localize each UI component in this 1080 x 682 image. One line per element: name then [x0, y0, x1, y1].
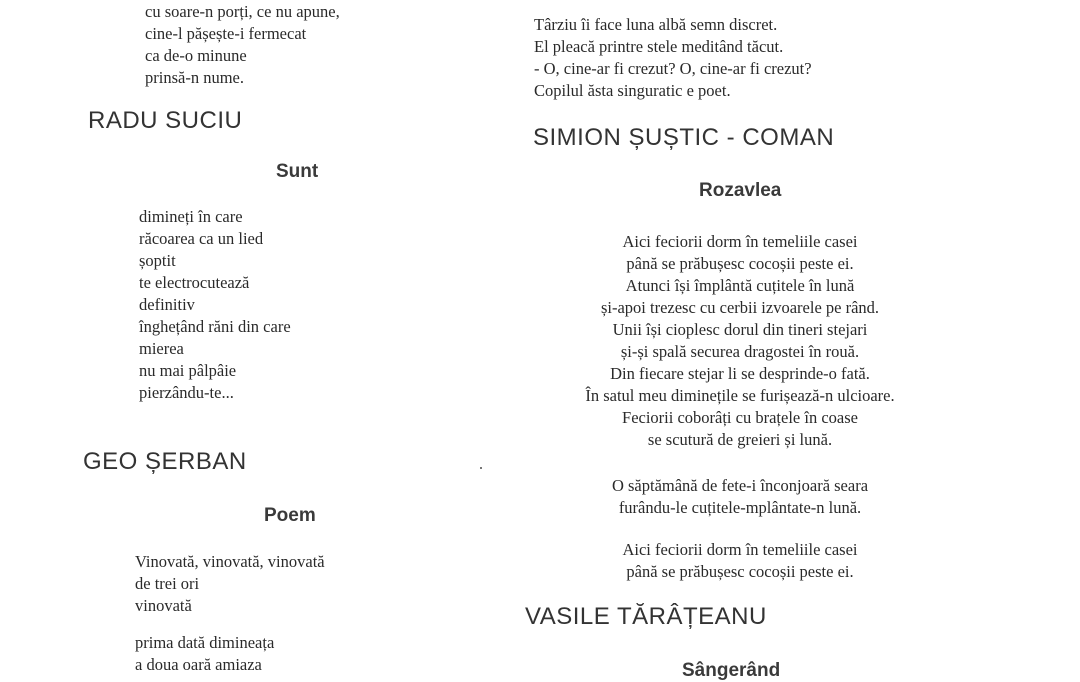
poem-line: până se prăbușesc cocoșii peste ei. [626, 562, 854, 581]
poem-line: prinsă-n nume. [145, 68, 244, 87]
poem-line: dimineți în care [139, 207, 243, 226]
poem-line: nu mai pâlpâie [139, 361, 237, 380]
poem-line: mierea [139, 339, 184, 358]
poem-line: O săptămână de fete-i înconjoară seara [611, 476, 869, 495]
poem-rozavlea-stanza-3 [540, 539, 940, 583]
poem-line: Vinovată, vinovată, vinovată [135, 552, 325, 571]
poem-line: răcoarea ca un lied [139, 229, 264, 248]
poem-line: cine-l pășește-i fermecat [145, 24, 307, 43]
poem-line: Târziu îi face luna albă semn discret. [534, 15, 778, 34]
left-top-poem-fragment [145, 1, 340, 89]
poem-title-sunt: Sunt [276, 161, 319, 182]
poem-line: Unii își cioplesc dorul din tineri stejari [612, 320, 868, 339]
poem-line: În satul meu diminețile se furișează-n ulcioare. [585, 386, 895, 405]
poem-line: prima dată dimineața [135, 633, 275, 652]
poem-line: pierzându-te... [139, 383, 234, 402]
poem-poem-stanza-2 [135, 632, 274, 676]
poem-line: - O, cine-ar fi crezut? O, cine-ar fi crezut? [534, 59, 812, 78]
poem-line: furându-le cuțitele-mplântate-n lună. [618, 498, 862, 517]
poem-poem-stanza-1 [135, 551, 325, 617]
poem-title-sangerand: Sângerând [682, 660, 781, 681]
poem-line: până se prăbușesc cocoșii peste ei. [626, 254, 854, 273]
poem-title-rozavlea: Rozavlea [699, 180, 782, 201]
poem-line: Copilul ăsta singuratic e poet. [534, 81, 731, 100]
poem-title-poem: Poem [264, 505, 316, 526]
poem-line: ca de-o minune [145, 46, 247, 65]
poem-line: înghețând răni din care [139, 317, 291, 336]
poem-line: Atunci își împlântă cuțitele în lună [625, 276, 855, 295]
poem-line: și-și spală securea dragostei în rouă. [620, 342, 860, 361]
poem-sunt-body [139, 206, 291, 404]
author-name-radu-suciu: RADU SUCIU [88, 107, 243, 134]
author-name-simion-sustic-coman: SIMION ȘUȘTIC - COMAN [533, 124, 835, 151]
poem-line: Aici feciorii dorm în temeliile casei [622, 540, 858, 559]
poem-line: Din fiecare stejar li se desprinde-o fată. [610, 364, 870, 383]
poem-rozavlea-stanza-2 [540, 475, 940, 519]
poem-line: cu soare-n porți, ce nu apune, [145, 2, 340, 21]
poem-line: se scutură de greieri și lună. [647, 430, 833, 449]
poem-line: șoptit [139, 251, 176, 270]
poem-line: a doua oară amiaza [135, 655, 262, 674]
poem-line: Feciorii coborâți cu brațele în coase [622, 408, 858, 427]
poem-rozavlea-stanza-1 [540, 231, 940, 451]
poem-line: și-apoi trezesc cu cerbii izvoarele pe rând. [600, 298, 880, 317]
poem-line: Aici feciorii dorm în temeliile casei [622, 232, 858, 251]
author-name-geo-serban: GEO ȘERBAN [83, 448, 247, 475]
scan-speck [480, 467, 482, 469]
poem-line: El pleacă printre stele meditând tăcut. [534, 37, 784, 56]
poem-line: definitiv [139, 295, 195, 314]
right-top-poem-fragment [534, 14, 812, 102]
poem-line: de trei ori [135, 574, 200, 593]
poem-line: te electrocutează [139, 273, 250, 292]
author-name-vasile-tarateanu: VASILE TĂRÂȚEANU [525, 603, 767, 630]
poem-line: vinovată [135, 596, 192, 615]
